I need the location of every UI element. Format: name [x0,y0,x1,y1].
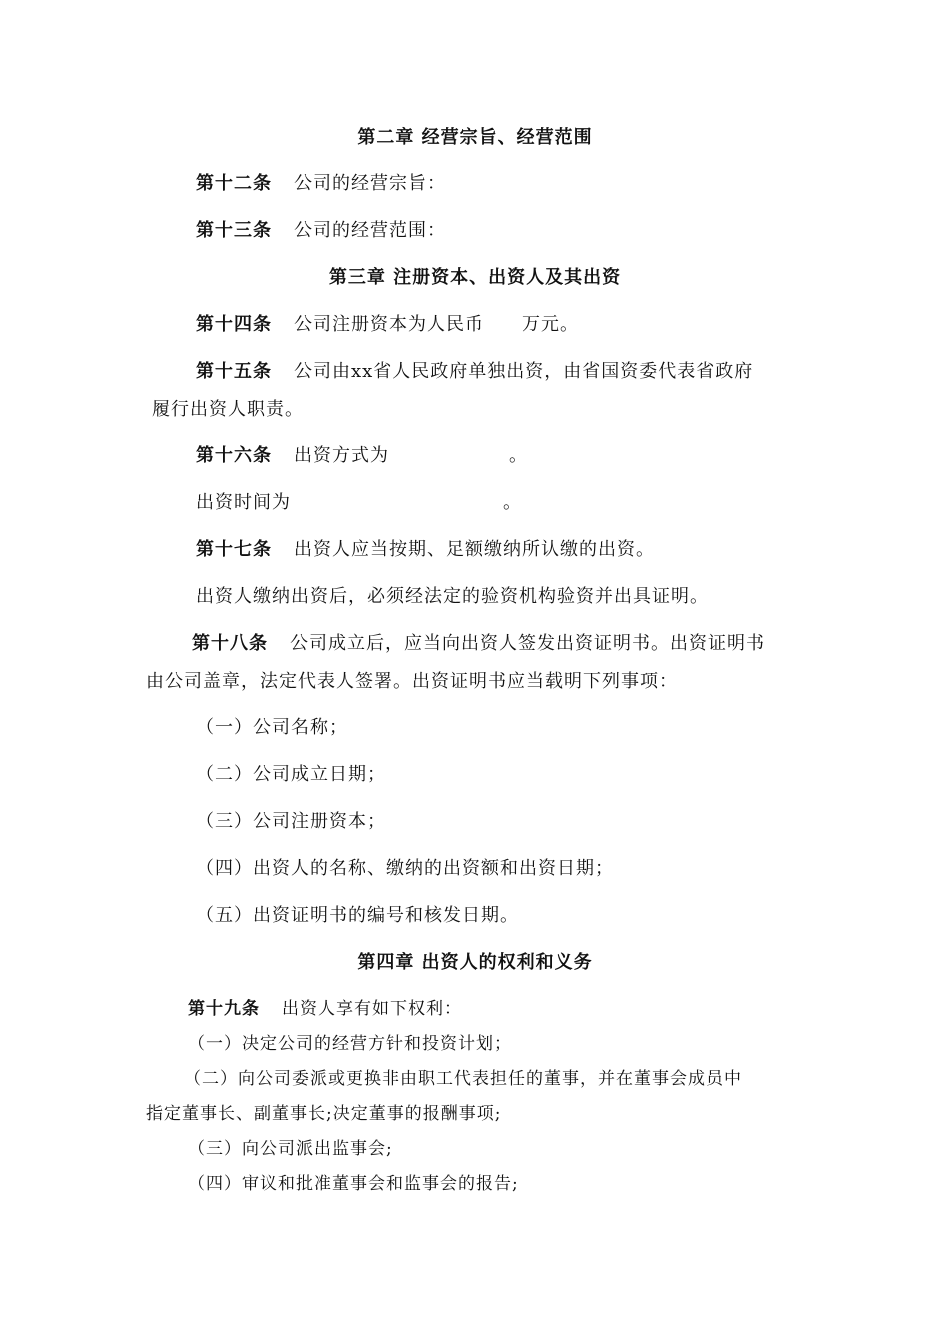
article-18-line2: 由公司盖章，法定代表人签署。出资证明书应当载明下列事项： [146,671,678,692]
article-18-text: 公司成立后，应当向出资人签发出资证明书。出资证明书 [290,633,765,654]
article-17-para2: 出资人缴纳出资后，必须经法定的验资机构验资并出具证明。 [196,586,709,607]
article-18-line1 [192,632,765,656]
article-17 [196,538,655,562]
article-19-item-4: （四）审议和批准董事会和监事会的报告; [188,1174,519,1194]
article-12 [196,172,446,196]
chapter-3-heading: 第三章 注册资本、出资人及其出资 [328,267,622,288]
article-15-text: 公司由xx省人民政府单独出资，由省国资委代表省政府 [294,361,754,382]
article-13 [196,219,446,243]
article-15-line1 [196,360,753,384]
article-16-text: 出资方式为 [294,445,389,466]
chapter-4-heading: 第四章 出资人的权利和义务 [357,952,593,973]
article-15-line2: 履行出资人职责。 [152,399,304,420]
article-19-item-1: （一）决定公司的经营方针和投资计划； [188,1034,512,1054]
article-12-text: 公司的经营宗旨： [294,173,446,194]
article-19-item-3: （三）向公司派出监事会; [188,1139,393,1159]
article-15-label: 第十五条 [196,361,272,382]
article-16-label: 第十六条 [196,445,272,466]
article-18-item-1: （一）公司名称； [196,717,348,738]
article-19 [188,998,462,1020]
article-18-item-4: （四）出资人的名称、缴纳的出资额和出资日期； [196,858,614,879]
article-18-item-3: （三）公司注册资本； [196,811,386,832]
article-19-label: 第十九条 [188,999,260,1019]
article-19-item-2: （二）向公司委派或更换非由职工代表担任的董事，并在董事会成员中 [184,1069,742,1089]
article-18-item-2: （二）公司成立日期； [196,764,386,785]
article-12-label: 第十二条 [196,173,272,194]
chapter-2-heading: 第二章 经营宗旨、经营范围 [357,127,593,148]
article-14-text: 公司注册资本为人民币 [294,314,484,335]
article-17-text: 出资人应当按期、足额缴纳所认缴的出资。 [294,539,655,560]
article-14-unit: 万元。 [522,314,579,335]
article-13-label: 第十三条 [196,220,272,241]
article-14-label: 第十四条 [196,314,272,335]
article-16: 第十六条 出资方式为 。 [196,445,528,466]
article-13-text: 公司的经营范围： [294,220,446,241]
article-18-label: 第十八条 [192,633,268,654]
article-16-time-text: 出资时间为 [196,492,291,513]
article-18-item-5: （五）出资证明书的编号和核发日期。 [196,905,519,926]
article-19-item-2-cont: 指定董事长、副董事长;决定董事的报酬事项; [146,1104,502,1124]
article-14 [196,313,579,337]
article-19-text: 出资人享有如下权利： [282,999,462,1019]
article-17-label: 第十七条 [196,539,272,560]
article-16-time: 出资时间为 。 [196,492,522,513]
